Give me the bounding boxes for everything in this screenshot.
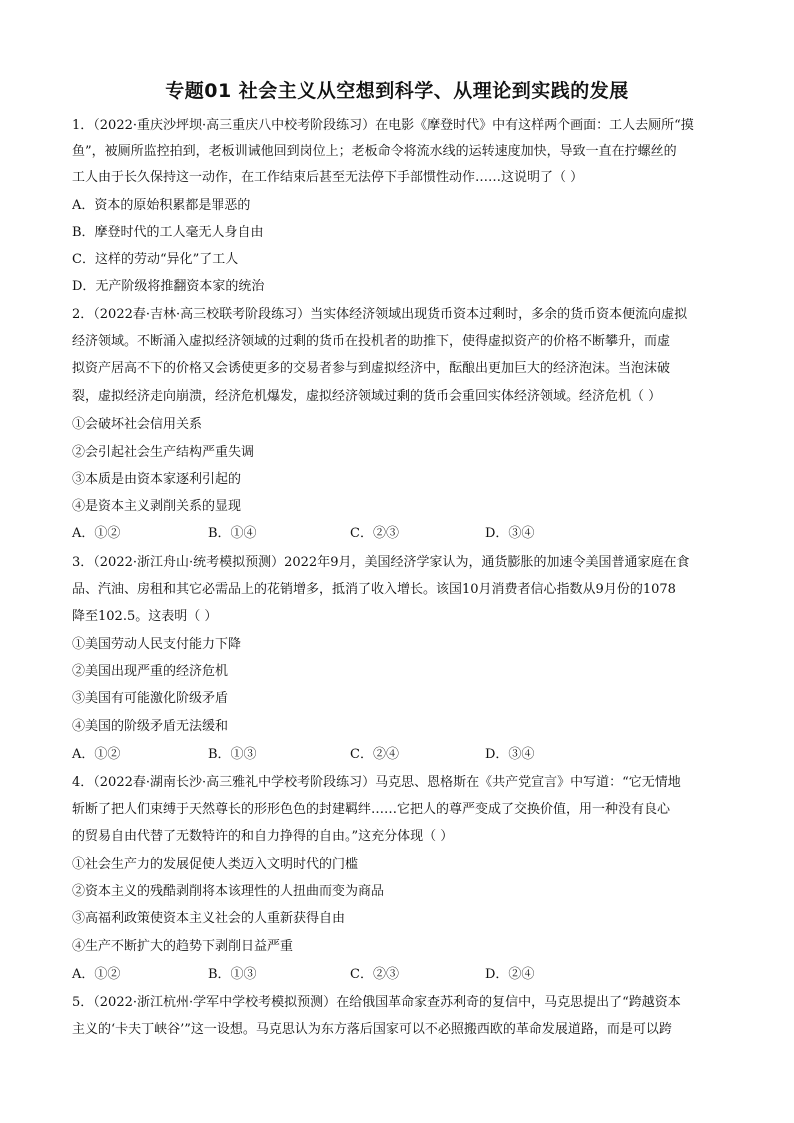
question-stem-line: 的贸易自由代替了无数特许的和自力挣得的自由。”这充分体现（ ） <box>72 829 454 844</box>
choice-b: B．①④ <box>208 526 257 541</box>
question-stem-line: 品、汽油、房租和其它必需品上的花销增多，抵消了收入增长。该国10月消费者信心指数从9月份的1078 <box>72 582 676 597</box>
choice-c: C．②④ <box>350 747 399 762</box>
answer-option: A．资本的原始积累都是罪恶的 <box>72 198 251 213</box>
choice-c: C．②③ <box>350 967 399 982</box>
question-stem-line: 主义的‘卡夫丁峡谷’”这一设想。马克思认为东方落后国家可以不必照搬西欧的革命发展道路，而是可以跨 <box>72 1022 672 1037</box>
page-title: 专题01 社会主义从空想到科学、从理论到实践的发展 <box>165 80 629 102</box>
choice-b: B．①③ <box>208 967 257 982</box>
statement-item: ③高福利政策使资本主义社会的人重新获得自由 <box>72 911 346 926</box>
question-stem-line: 2．（2022春·吉林·高三校联考阶段练习）当实体经济领域出现货币资本过剩时，多余的货币资本便流向虚拟 <box>72 307 688 322</box>
question-stem-line: 鱼”，被厕所监控拍到，老板训诫他回到岗位上；老板命令将流水线的运转速度加快，导致一直在拧螺丝的 <box>72 144 677 159</box>
question-stem-line: 斩断了把人们束缚于天然尊长的形形色色的封建羁绊……它把人的尊严变成了交换价值，用一种没有良心 <box>72 802 671 817</box>
choice-d: D．③④ <box>485 526 535 541</box>
question-stem-line: 工人由于长久保持这一动作，在工作结束后甚至无法停下手部惯性动作……这说明了（ ） <box>72 170 584 185</box>
choice-d: D．③④ <box>485 747 535 762</box>
statement-item: ④是资本主义剥削关系的显现 <box>72 499 242 514</box>
statement-item: ④美国的阶级矛盾无法缓和 <box>72 719 229 734</box>
statement-item: ①美国劳动人民支付能力下降 <box>72 637 242 652</box>
question-stem-line: 3．（2022·浙江舟山·统考模拟预测）2022年9月，美国经济学家认为，通货膨胀的加速令美国普通家庭在食 <box>72 555 690 570</box>
choice-d: D．②④ <box>485 967 535 982</box>
statement-item: ①社会生产力的发展促使人类迈入文明时代的门槛 <box>72 857 359 872</box>
question-stem-line: 拟资产居高不下的价格又会诱使更多的交易者参与到虚拟经济中，酝酿出更加巨大的经济泡沫。当泡沫破 <box>72 361 671 376</box>
choice-b: B．①③ <box>208 747 257 762</box>
question-stem-line: 裂，虚拟经济走向崩溃，经济危机爆发，虚拟经济领域过剩的货币会重回实体经济领域。经济危机（ ） <box>72 389 662 404</box>
choice-a: A．①② <box>72 967 121 982</box>
statement-item: ②资本主义的残酷剥削将本该理性的人扭曲而变为商品 <box>72 884 385 899</box>
answer-option: B．摩登时代的工人毫无人身自由 <box>72 225 264 240</box>
statement-item: ①会破坏社会信用关系 <box>72 417 203 432</box>
statement-item: ④生产不断扩大的趋势下剥削日益严重 <box>72 939 294 954</box>
answer-option: D．无产阶级将推翻资本家的统治 <box>72 279 265 294</box>
question-stem-line: 4．（2022春·湖南长沙·高三雅礼中学校考阶段练习）马克思、恩格斯在《共产党宣言》中写道：“它无情地 <box>72 775 681 790</box>
question-stem-line: 1．（2022·重庆沙坪坝·高三重庆八中校考阶段练习）在电影《摩登时代》中有这样两个画面：工人去厕所“摸 <box>72 118 694 133</box>
choice-c: C．②③ <box>350 526 399 541</box>
question-stem-line: 经济领域。不断涌入虚拟经济领域的过剩的货币在投机者的助推下，使得虚拟资产的价格不断攀升，而虚 <box>72 334 671 349</box>
statement-item: ②会引起社会生产结构严重失调 <box>72 445 255 460</box>
choice-a: A．①② <box>72 747 121 762</box>
statement-item: ③本质是由资本家逐利引起的 <box>72 472 242 487</box>
statement-item: ②美国出现严重的经济危机 <box>72 664 229 679</box>
answer-option: C．这样的劳动“异化”了工人 <box>72 252 239 267</box>
statement-item: ③美国有可能激化阶级矛盾 <box>72 691 229 706</box>
choice-a: A．①② <box>72 526 121 541</box>
question-stem-line: 5．（2022·浙江杭州·学军中学校考模拟预测）在给俄国革命家查苏利奇的复信中，马克思提出了“跨越资本 <box>72 995 681 1010</box>
question-stem-line: 降至102.5。这表明（ ） <box>72 609 218 624</box>
